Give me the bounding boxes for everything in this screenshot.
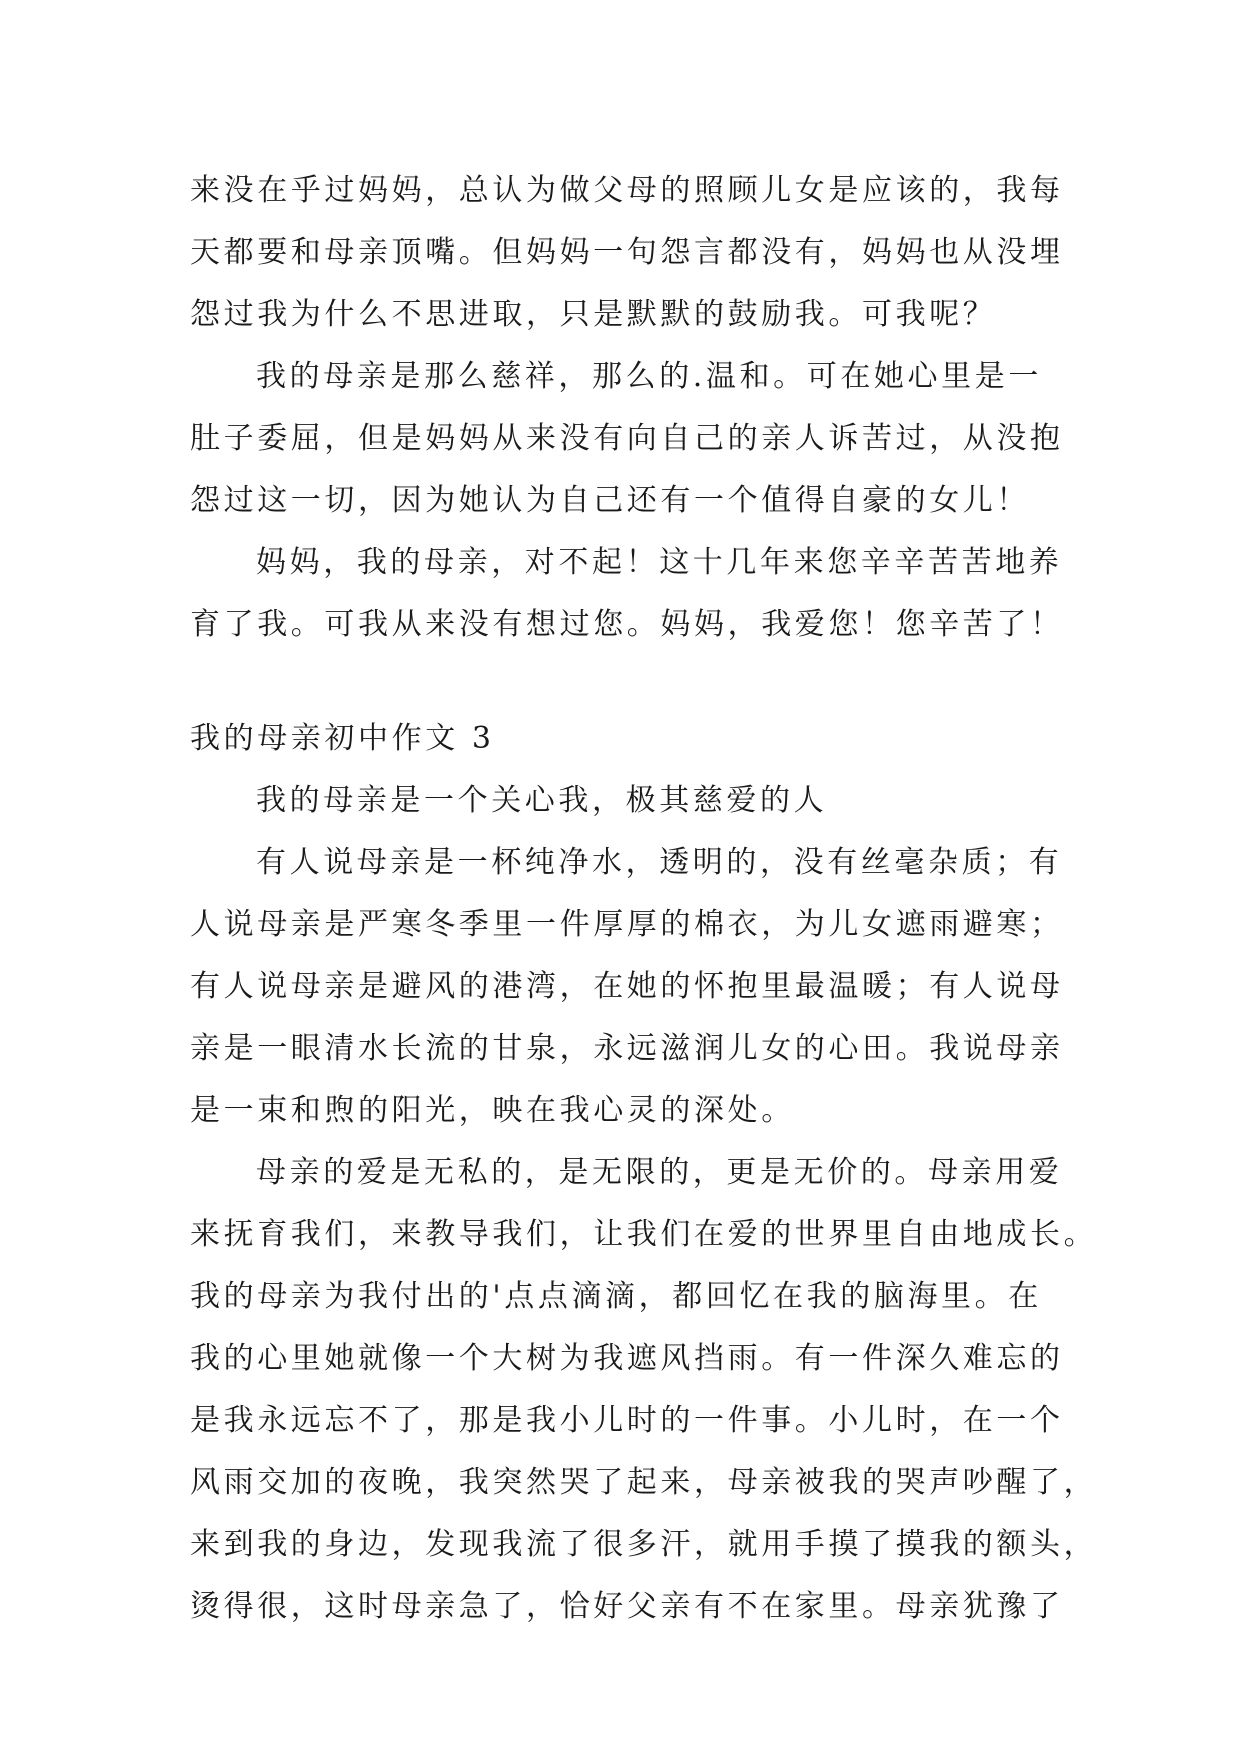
paragraph-2 xyxy=(190,346,1070,532)
paragraph-5 xyxy=(190,832,1070,1142)
text-line: 有人说母亲是一杯纯净水，透明的，没有丝毫杂质；有 xyxy=(256,845,1063,880)
paragraph-4 xyxy=(190,770,1070,832)
text-line: 是我永远忘不了，那是我小儿时的一件事。小儿时，在一个 xyxy=(190,1403,1064,1438)
text-line: 来抚育我们，来教导我们，让我们在爱的世界里自由地成长。 xyxy=(190,1217,1098,1252)
text-line: 妈妈，我的母亲，对不起！这十几年来您辛辛苦苦地养 xyxy=(256,545,1063,580)
section-title: 我的母亲初中作文 3 xyxy=(190,721,495,756)
text-line: 我的母亲是那么慈祥，那么的.温和。可在她心里是一 xyxy=(256,359,1042,394)
text-line: 我的母亲为我付出的'点点滴滴，都回忆在我的脑海里。在 xyxy=(190,1279,1042,1314)
document-body xyxy=(190,160,1098,1638)
text-line: 母亲的爱是无私的，是无限的，更是无价的。母亲用爱 xyxy=(256,1155,1063,1190)
paragraph-6 xyxy=(190,1142,1098,1638)
text-line: 我的母亲是一个关心我，极其慈爱的人 xyxy=(256,783,828,818)
text-line: 风雨交加的夜晚，我突然哭了起来，母亲被我的哭声吵醒了， xyxy=(190,1465,1098,1500)
text-line: 有人说母亲是避风的港湾，在她的怀抱里最温暖；有人说母 xyxy=(190,969,1064,1004)
text-line: 育了我。可我从来没有想过您。妈妈，我爱您！您辛苦了！ xyxy=(190,607,1064,642)
text-line: 来到我的身边，发现我流了很多汗，就用手摸了摸我的额头， xyxy=(190,1527,1098,1562)
text-line: 肚子委屈，但是妈妈从来没有向自己的亲人诉苦过，从没抱 xyxy=(190,421,1064,456)
text-line: 是一束和煦的阳光，映在我心灵的深处。 xyxy=(190,1093,795,1128)
text-line: 怨过我为什么不思进取，只是默默的鼓励我。可我呢？ xyxy=(190,297,997,332)
paragraph-1 xyxy=(190,160,1070,346)
paragraph-3 xyxy=(190,532,1070,656)
text-line: 人说母亲是严寒冬季里一件厚厚的棉衣，为儿女遮雨避寒； xyxy=(190,907,1064,942)
text-line: 怨过这一切，因为她认为自己还有一个值得自豪的女儿！ xyxy=(190,483,1030,518)
text-line: 亲是一眼清水长流的甘泉，永远滋润儿女的心田。我说母亲 xyxy=(190,1031,1064,1066)
text-line: 我的心里她就像一个大树为我遮风挡雨。有一件深久难忘的 xyxy=(190,1341,1064,1376)
text-line: 来没在乎过妈妈，总认为做父母的照顾儿女是应该的，我每 xyxy=(190,173,1064,208)
text-line: 天都要和母亲顶嘴。但妈妈一句怨言都没有，妈妈也从没埋 xyxy=(190,235,1064,270)
text-line: 烫得很，这时母亲急了，恰好父亲有不在家里。母亲犹豫了 xyxy=(190,1589,1064,1624)
